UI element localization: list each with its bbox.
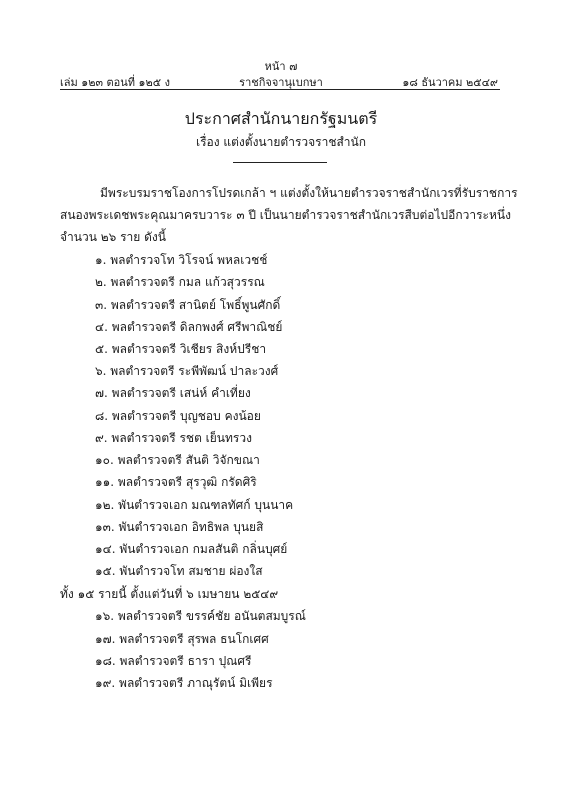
body-line-3: จำนวน ๒๖ ราย ดังนี้ [60, 230, 166, 244]
list-item: ๑๐. พลตำรวจตรี สันติ วิจักขณา [95, 453, 260, 467]
list-item: ๑๑. พลตำรวจตรี สุรวุฒิ กรัดศิริ [95, 475, 257, 489]
page-number: หน้า ๗ [264, 60, 298, 73]
list-item: ๑๗. พลตำรวจตรี สุรพล ธนโกเศศ [95, 632, 269, 646]
header-rule [60, 89, 500, 90]
list-item: ๔. พลตำรวจตรี ดิลกพงศ์ ศรีพาณิชย์ [95, 320, 283, 334]
body-line-1: มีพระบรมราชโองการโปรดเกล้า ฯ แต่งตั้งให้นายตำรวจราชสำนักเวรที่รับราชการ [100, 186, 518, 200]
subject-rule [233, 162, 327, 163]
volume-issue: เล่ม ๑๒๓ ตอนที่ ๑๒๕ ง [60, 76, 170, 89]
announcement-title: ประกาศสำนักนายกรัฐมนตรี [184, 109, 378, 128]
list-item: ๑๕. พันตำรวจโท สมชาย ผ่องใส [95, 564, 263, 578]
list-item: ๑๖. พลตำรวจตรี ขรรค์ชัย อนันตสมบูรณ์ [95, 609, 306, 623]
list-item: ๓. พลตำรวจตรี สานิตย์ โพธิ์พูนศักดิ์ [95, 298, 281, 312]
list-item: ๑. พลตำรวจโท วิโรจน์ พหลเวชช์ [95, 253, 268, 267]
body-line-2: สนองพระเดชพระคุณมาครบวาระ ๓ ปี เป็นนายตำรวจราชสำนักเวรสืบต่อไปอีกวาระหนึ่ง [60, 208, 511, 222]
publication-date: ๑๘ ธันวาคม ๒๕๔๙ [402, 76, 498, 89]
list-item: ๗. พลตำรวจตรี เสน่ห์ คำเที่ยง [95, 386, 251, 400]
publication-name: ราชกิจจานุเบกษา [239, 76, 323, 89]
list-item: ๘. พลตำรวจตรี บุญชอบ คงน้อย [95, 409, 261, 423]
group-summary: ทั้ง ๑๕ รายนี้ ตั้งแต่วันที่ ๖ เมษายน ๒๕๔๙ [60, 587, 279, 601]
list-item: ๕. พลตำรวจตรี วิเชียร สิงห์ปรีชา [95, 342, 267, 356]
list-item: ๑๔. พันตำรวจเอก กมลสันติ กลิ่นบุศย์ [95, 542, 288, 556]
announcement-subject: เรื่อง แต่งตั้งนายตำรวจราชสำนัก [195, 135, 367, 149]
list-item: ๙. พลตำรวจตรี รชต เย็นทรวง [95, 431, 252, 445]
list-item: ๑๙. พลตำรวจตรี ภาณุรัตน์ มิเพียร [95, 676, 273, 690]
list-item: ๖. พลตำรวจตรี ระพีพัฒน์ ปาละวงศ์ [95, 364, 279, 378]
list-item: ๑๓. พันตำรวจเอก อิทธิพล บุนยสิ [95, 520, 264, 534]
list-item: ๒. พลตำรวจตรี กมล แก้วสุวรรณ [95, 275, 265, 289]
list-item: ๑๒. พันตำรวจเอก มณฑลทัศก์ บุนนาค [95, 498, 294, 512]
list-item: ๑๘. พลตำรวจตรี ธารา ปุณศรี [95, 654, 252, 668]
